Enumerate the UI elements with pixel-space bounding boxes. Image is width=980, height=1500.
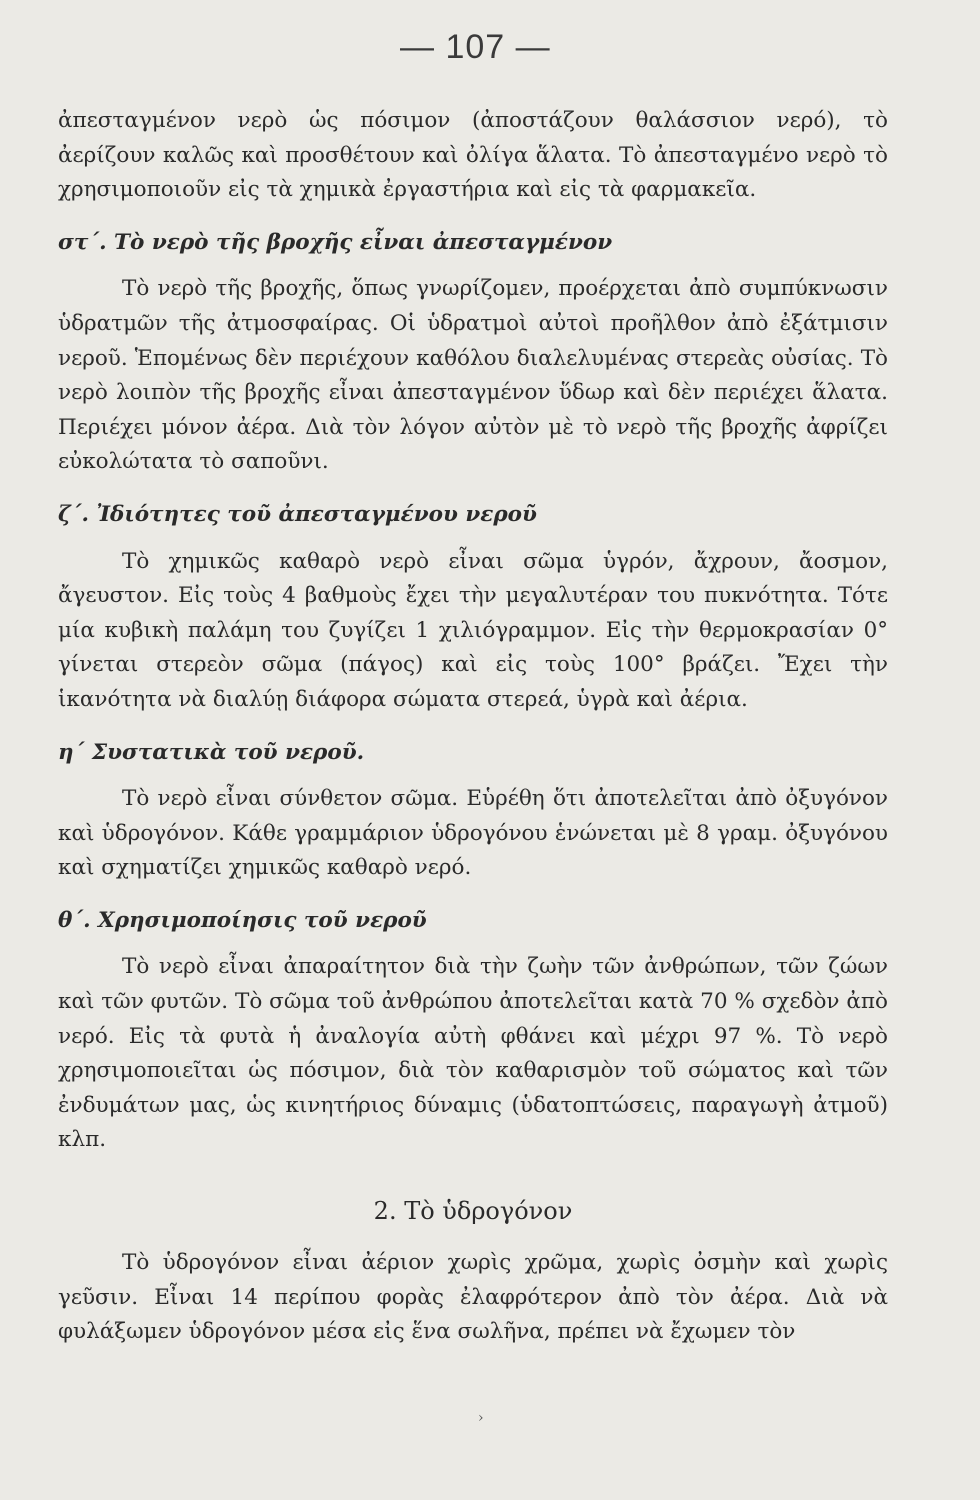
paragraph-properties: Τὸ χημικῶς καθαρὸ νερὸ εἶναι σῶμα ὑγρόν, ἄχρουν, ἄοσμον, ἄγευστον. Εἰς τοὺς 4 βαθμοὺς ἔχει τὴν μεγαλυτέραν του πυκνότητα. Τότε μία κυβικὴ παλάμη του ζυγίζει 1 χιλιόγραμμον. Εἰς τὴν θερμοκρασίαν 0° γίνεται στερεὸν σῶμα (πάγος) καὶ εἰς τοὺς 100° βράζει. Ἔχει τὴν ἱκανότητα νὰ διαλύῃ διάφορα σώματα στερεά, ὑγρὰ καὶ ἀέρια. [58, 548, 888, 712]
paragraph-hydrogen: Τὸ ὑδρογόνον εἶναι ἀέριον χωρὶς χρῶμα, χωρὶς ὀσμὴν καὶ χωρὶς γεῦσιν. Εἶναι 14 περίπου φορὰς ἐλαφρότερον ἀπὸ τὸν ἀέρα. Διὰ νὰ φυλάξωμεν ὑδρογόνον μέσα εἰς ἕνα σωλῆνα, πρέπει νὰ ἔχωμεν τὸν [58, 1250, 888, 1345]
heading-properties: ζ΄. Ἰδιότητες τοῦ ἀπεσταγμένου νεροῦ [58, 501, 537, 527]
page-footer-mark: › [478, 1410, 484, 1426]
heading-components: η΄ Συστατικὰ τοῦ νεροῦ. [58, 739, 365, 765]
page-body [58, 104, 888, 1350]
paragraph-rain-water: Τὸ νερὸ τῆς βροχῆς, ὅπως γνωρίζομεν, προέρχεται ἀπὸ συμπύκνωσιν ὑδρατμῶν τῆς ἀτμοσφαίρας. Οἱ ὑδρατμοὶ αὐτοὶ προῆλθον ἀπὸ ἐξάτμισιν νεροῦ. Ἑπομένως δὲν περιέχουν καθόλου διαλελυμένας στερεὰς οὐσίας. Τὸ νερὸ λοιπὸν τῆς βροχῆς εἶναι ἀπεσταγμένον ὕδωρ καὶ δὲν περιέχει ἅλατα. Περιέχει μόνον ἀέρα. Διὰ τὸν λόγον αὐτὸν μὲ τὸ νερὸ τῆς βροχῆς ἀφρίζει εὐκολώτατα τὸ σαποῦνι. [58, 276, 888, 475]
section-title-hydrogen: 2. Τὸ ὑδρογόνον [373, 1197, 573, 1226]
heading-uses: θ΄. Χρησιμοποίησις τοῦ νεροῦ [58, 907, 427, 933]
page-number: — 107 — [400, 28, 551, 66]
paragraph-uses: Τὸ νερὸ εἶναι ἀπαραίτητον διὰ τὴν ζωὴν τῶν ἀνθρώπων, τῶν ζώων καὶ τῶν φυτῶν. Τὸ σῶμα τοῦ ἀνθρώπου ἀποτελεῖται κατὰ 70 % σχεδὸν ἀπὸ νερό. Εἰς τὰ φυτὰ ἡ ἀναλογία αὐτὴ φθάνει καὶ μέχρι 97 %. Τὸ νερὸ χρησιμοποιεῖται ὡς πόσιμον, διὰ τὸν καθαρισμὸν τοῦ σώματος καὶ τῶν ἐνδυμάτων μας, ὡς κινητήριος δύναμις (ὑδατοπτώσεις, παραγωγὴ ἀτμοῦ) κλπ. [58, 954, 888, 1153]
heading-rain-water: στ΄. Τὸ νερὸ τῆς βροχῆς εἶναι ἀπεσταγμένον [58, 229, 613, 255]
paragraph-distilled-water-intro: ἀπεσταγμένον νερὸ ὡς πόσιμον (ἀποστάζουν θαλάσσιον νερό), τὸ ἀερίζουν καλῶς καὶ προσθέτουν καὶ ὀλίγα ἅλατα. Τὸ ἀπεσταγμένο νερὸ τὸ χρησιμοποιοῦν εἰς τὰ χημικὰ ἐργαστήρια καὶ εἰς τὰ φαρμακεῖα. [58, 108, 888, 203]
paragraph-components: Τὸ νερὸ εἶναι σύνθετον σῶμα. Εὑρέθη ὅτι ἀποτελεῖται ἀπὸ ὀξυγόνον καὶ ὑδρογόνον. Κάθε γραμμάριον ὑδρογόνου ἑνώνεται μὲ 8 γραμ. ὀξυγόνου καὶ σχηματίζει χημικῶς καθαρὸ νερό. [58, 786, 888, 881]
